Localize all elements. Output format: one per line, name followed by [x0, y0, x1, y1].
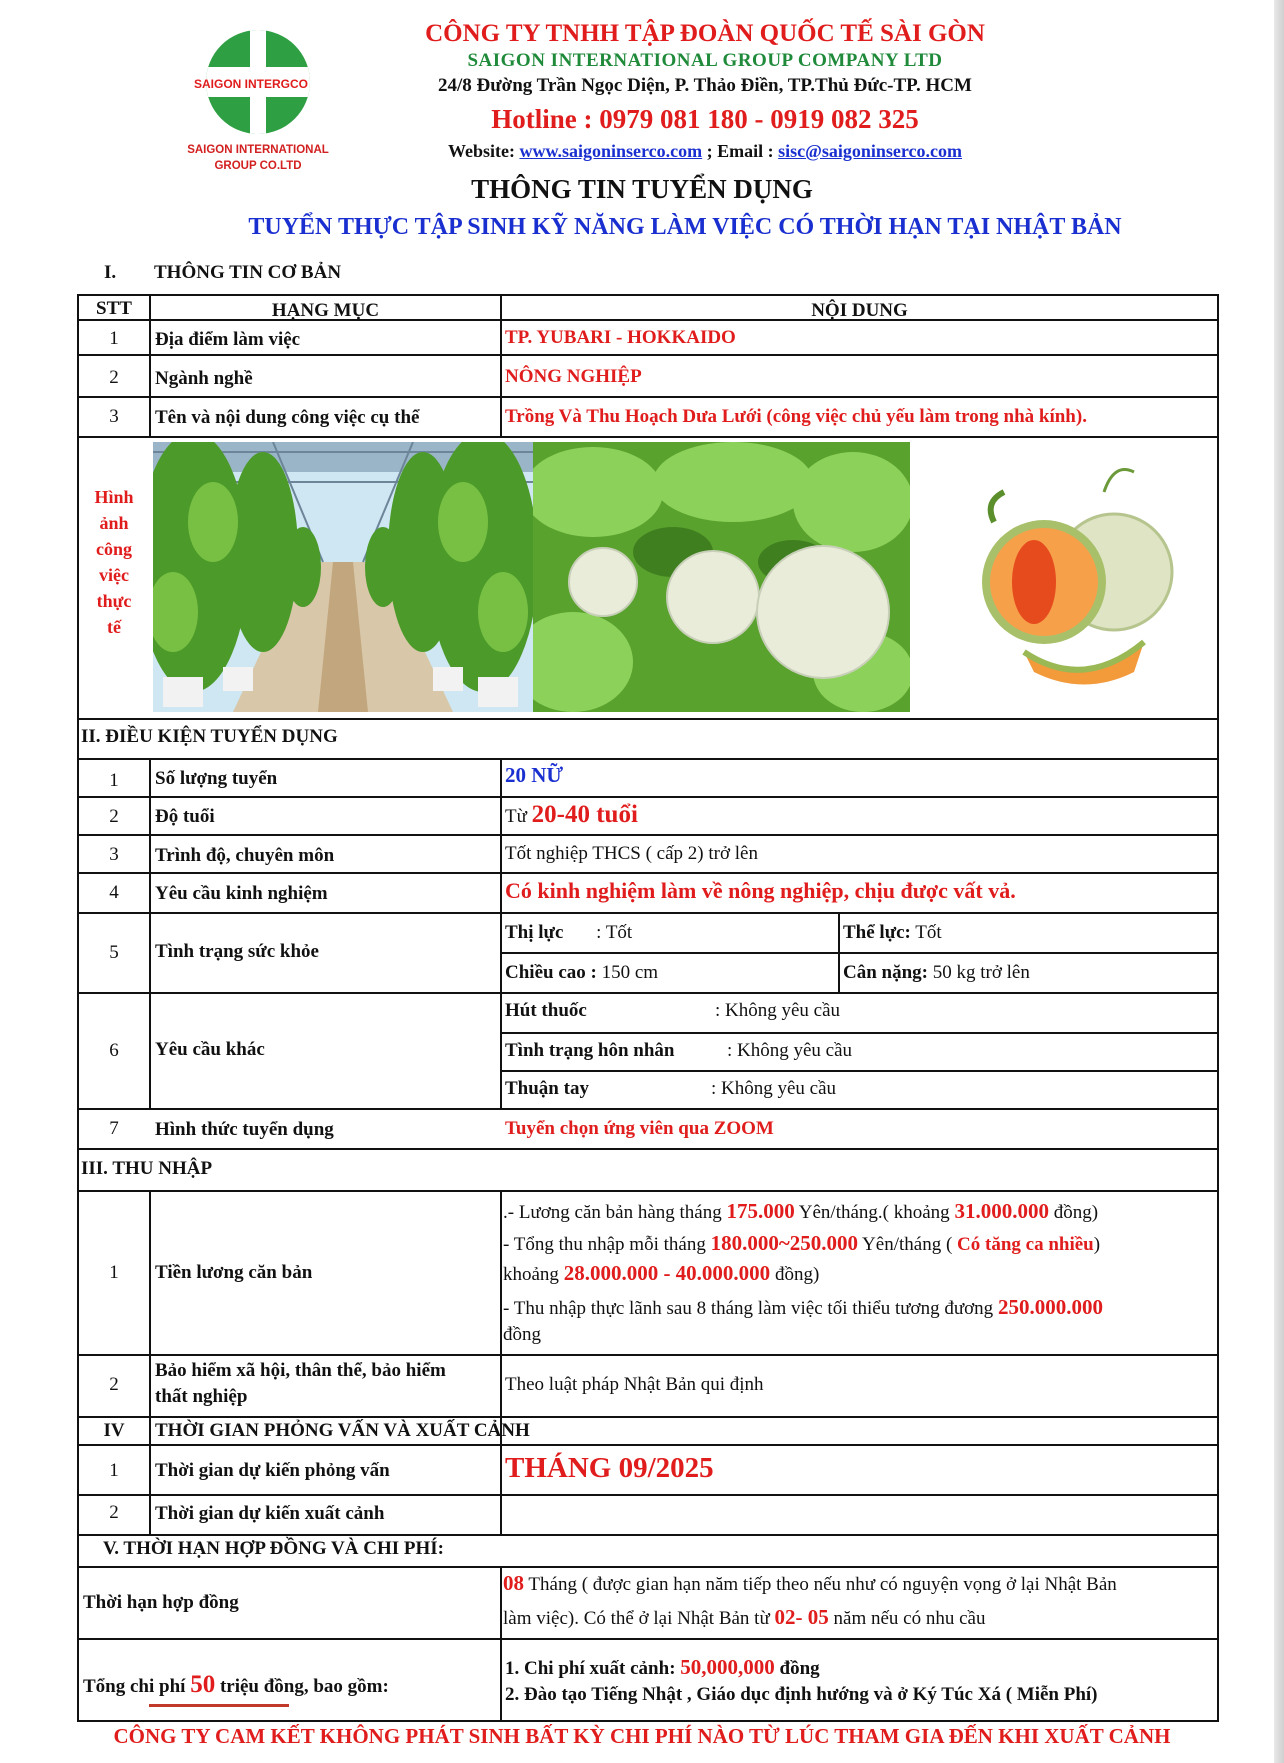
section-4-number: IV [103, 1420, 125, 1441]
info-table [77, 294, 1219, 1722]
row-item: Thời gian dự kiến phỏng vấn [155, 1460, 390, 1481]
row-stt: 2 [109, 806, 119, 827]
height-field [505, 962, 658, 984]
col-content: NỘI DUNG [811, 300, 908, 321]
row-value-industry: NÔNG NGHIỆP [505, 366, 642, 387]
marital-label: Tình trạng hôn nhân [505, 1040, 675, 1061]
caption-word: ảnh [99, 513, 129, 533]
row-stt: 2 [109, 1502, 119, 1523]
salary-text: khoảng [503, 1264, 564, 1285]
salary-text: Yên/tháng ( [858, 1234, 958, 1255]
cost-item-text: 1. Chi phí xuất cảnh: [505, 1658, 681, 1679]
contract-text: làm việc). Có thể ở lại Nhật Bản từ [503, 1608, 775, 1629]
salary-amount: 180.000~250.000 [710, 1231, 858, 1255]
row-stt: 1 [109, 1460, 119, 1481]
company-name-vn: CÔNG TY TNHH TẬP ĐOÀN QUỐC TẾ SÀI GÒN [425, 20, 985, 47]
row-stt: 2 [109, 367, 119, 388]
row-value-job: Trồng Và Thu Hoạch Dưa Lưới (công việc chủ yếu làm trong nhà kính). [505, 406, 1087, 427]
section-1-title: THÔNG TIN CƠ BẢN [154, 262, 342, 283]
salary-text: ) [1093, 1234, 1101, 1255]
section-1-number: I. [104, 262, 117, 283]
col-item: HẠNG MỤC [271, 300, 380, 321]
height-label: Chiều cao : [505, 962, 597, 983]
section-3-title: III. THU NHẬP [81, 1158, 213, 1179]
hand-value: : Không yêu cầu [711, 1078, 837, 1099]
row-item: Ngành nghề [155, 368, 253, 389]
vision-value: : Tốt [596, 922, 633, 943]
salary-amount: 175.000 [726, 1199, 795, 1223]
section-1-heading [104, 262, 341, 284]
hand-label: Thuận tay [505, 1078, 589, 1099]
cost-amount: 50 [190, 1671, 216, 1698]
company-name-en: SAIGON INTERNATIONAL GROUP COMPANY LTD [467, 50, 943, 71]
website-label: Website: [447, 141, 515, 161]
logo-name: SAIGON INTERGCO [194, 77, 309, 91]
vision-field [505, 922, 632, 944]
row-stt: 5 [109, 942, 119, 963]
fitness-label: Thể lực: [843, 922, 911, 943]
row-stt: 1 [109, 1262, 119, 1283]
row-item: Yêu cầu khác [155, 1039, 265, 1060]
vision-label: Thị lực [505, 922, 564, 943]
contract-months: 08 [503, 1571, 524, 1595]
age-prefix: Từ [505, 806, 527, 827]
row-value-recruit-method: Tuyển chọn ứng viên qua ZOOM [505, 1118, 774, 1139]
row-item: Số lượng tuyển [155, 768, 278, 789]
row-item: Yêu cầu kinh nghiệm [155, 883, 328, 904]
email-label: ; Email : [702, 141, 774, 161]
website-link[interactable]: www.saigoninserco.com [519, 141, 703, 161]
company-address: 24/8 Đường Trần Ngọc Diện, P. Thảo Điền, TP.Thủ Đức-TP. HCM [438, 75, 972, 96]
salary-line-4 [503, 1296, 1103, 1320]
cost-text: Tổng chi phí [83, 1676, 191, 1697]
cost-item-2: 2. Đào tạo Tiếng Nhật , Giáo dục định hướng và ở Ký Túc Xá ( Miễn Phí) [505, 1684, 1098, 1705]
row-item: Địa điểm làm việc [155, 329, 301, 350]
caption-word: công [96, 539, 132, 559]
salary-line-3 [503, 1262, 819, 1286]
smoke-value: : Không yêu cầu [715, 1000, 841, 1021]
row-stt: 1 [109, 328, 119, 349]
height-value: 150 cm [601, 962, 659, 983]
contract-line-2 [503, 1606, 985, 1630]
contract-text: năm nếu có nhu cầu [828, 1608, 986, 1629]
salary-text: - Thu nhập thực lãnh sau 8 tháng làm việc tối thiểu tương đương [503, 1298, 998, 1319]
salary-note: Có tăng ca nhiều [957, 1234, 1094, 1255]
contract-line-1 [503, 1572, 1117, 1596]
logo-sub-line2: GROUP CO.LTD [214, 160, 302, 172]
salary-text: đồng) [770, 1264, 820, 1285]
section-5-title: V. THỜI HẠN HỢP ĐỒNG VÀ CHI PHÍ: [103, 1538, 444, 1559]
row-value-education: Tốt nghiệp THCS ( cấp 2) trở lên [505, 843, 758, 864]
cost-underline [149, 1704, 289, 1707]
row-stt: 3 [109, 844, 119, 865]
fitness-value: Tốt [915, 922, 942, 943]
cost-text: triệu đồng, bao gồm: [215, 1676, 389, 1697]
age-range: 20-40 tuổi [531, 801, 638, 828]
caption-word: tế [107, 617, 121, 637]
salary-amount: 250.000.000 [997, 1295, 1103, 1319]
row-item: Độ tuổi [155, 806, 215, 827]
weight-value: 50 kg trở lên [932, 962, 1030, 983]
row-stt: 7 [109, 1118, 119, 1139]
logo-sub-line1: SAIGON INTERNATIONAL [187, 144, 329, 156]
interview-date: THÁNG 09/2025 [505, 1452, 714, 1484]
weight-label: Cân nặng: [843, 962, 928, 983]
salary-line-2 [503, 1232, 1100, 1256]
salary-text: đồng) [1048, 1202, 1099, 1223]
row-item: Thời gian dự kiến xuất cảnh [155, 1503, 385, 1524]
col-stt: STT [96, 298, 132, 319]
contract-years: 02- 05 [774, 1605, 829, 1629]
fitness-field [843, 922, 942, 944]
row-value-age [505, 801, 638, 828]
row-stt: 3 [109, 406, 119, 427]
logo-subtitle [168, 142, 348, 174]
row-stt: 4 [109, 882, 119, 903]
contract-text: Tháng ( được gian hạn năm tiếp theo nếu như có nguyện vọng ở lại Nhật Bản [524, 1574, 1117, 1595]
contract-label: Thời hạn hợp đồng [83, 1592, 239, 1613]
row-item: Trình độ, chuyên môn [155, 845, 335, 866]
row-value-location: TP. YUBARI - HOKKAIDO [505, 327, 736, 348]
salary-line-5: đồng [503, 1324, 541, 1345]
caption-word: việc [99, 565, 129, 585]
salary-line-1 [503, 1200, 1098, 1224]
row-value-insurance: Theo luật pháp Nhật Bản qui định [505, 1374, 764, 1395]
section-2-title: II. ĐIỀU KIỆN TUYỂN DỤNG [81, 726, 338, 747]
row-item: Tiền lương căn bản [155, 1262, 313, 1283]
salary-text: - Tổng thu nhập mỗi tháng [503, 1234, 711, 1255]
caption-word: thực [96, 591, 132, 611]
marital-value: : Không yêu cầu [727, 1040, 853, 1061]
page-subtitle: TUYỂN THỰC TẬP SINH KỸ NĂNG LÀM VIỆC CÓ THỜI HẠN TẠI NHẬT BẢN [248, 214, 1122, 240]
row-value-experience: Có kinh nghiệm làm về nông nghiệp, chịu được vất vả. [505, 878, 1016, 903]
salary-text: .- Lương căn bản hàng tháng [503, 1202, 727, 1223]
cost-item-amount: 50,000,000 [680, 1655, 775, 1679]
cost-item-text: đồng [774, 1658, 820, 1679]
row-item: Tên và nội dung công việc cụ thể [155, 407, 420, 428]
row-stt: 6 [109, 1040, 119, 1061]
row-value-quantity: 20 NỮ [505, 763, 564, 787]
commitment-footer: CÔNG TY CAM KẾT KHÔNG PHÁT SINH BẤT KỲ CHI PHÍ NÀO TỪ LÚC THAM GIA ĐẾN KHI XUẤT CẢNH [113, 1724, 1171, 1748]
salary-amount: 31.000.000 [954, 1199, 1049, 1223]
salary-amount: 28.000.000 - 40.000.000 [563, 1261, 771, 1285]
caption-word: Hình [94, 487, 134, 507]
page-edge [1274, 0, 1284, 1763]
smoke-label: Hút thuốc [505, 1000, 587, 1021]
contact-line [330, 141, 1080, 162]
row-stt: 1 [109, 770, 119, 791]
cost-item-1 [505, 1656, 820, 1680]
melon-cut-photo [954, 442, 1174, 712]
row-item: Tình trạng sức khỏe [155, 941, 319, 962]
page-title: THÔNG TIN TUYỂN DỤNG [471, 174, 813, 204]
weight-field [843, 962, 1030, 984]
section-4-title: THỜI GIAN PHỎNG VẤN VÀ XUẤT CẢNH [155, 1420, 530, 1441]
total-cost-label [83, 1671, 389, 1698]
row-item-cont: thất nghiệp [155, 1386, 248, 1407]
salary-text: Yên/tháng.( khoảng [794, 1202, 955, 1223]
melon-vine-photo [533, 442, 910, 712]
email-link[interactable]: sisc@saigoninserco.com [778, 141, 963, 161]
row-stt: 2 [109, 1374, 119, 1395]
hotline: Hotline : 0979 081 180 - 0919 082 325 [491, 104, 919, 134]
greenhouse-photo [153, 442, 533, 712]
photo-caption-cell [79, 438, 149, 718]
row-item: Hình thức tuyển dụng [155, 1119, 334, 1140]
row-item: Bảo hiểm xã hội, thân thể, bảo hiểm [155, 1360, 446, 1381]
